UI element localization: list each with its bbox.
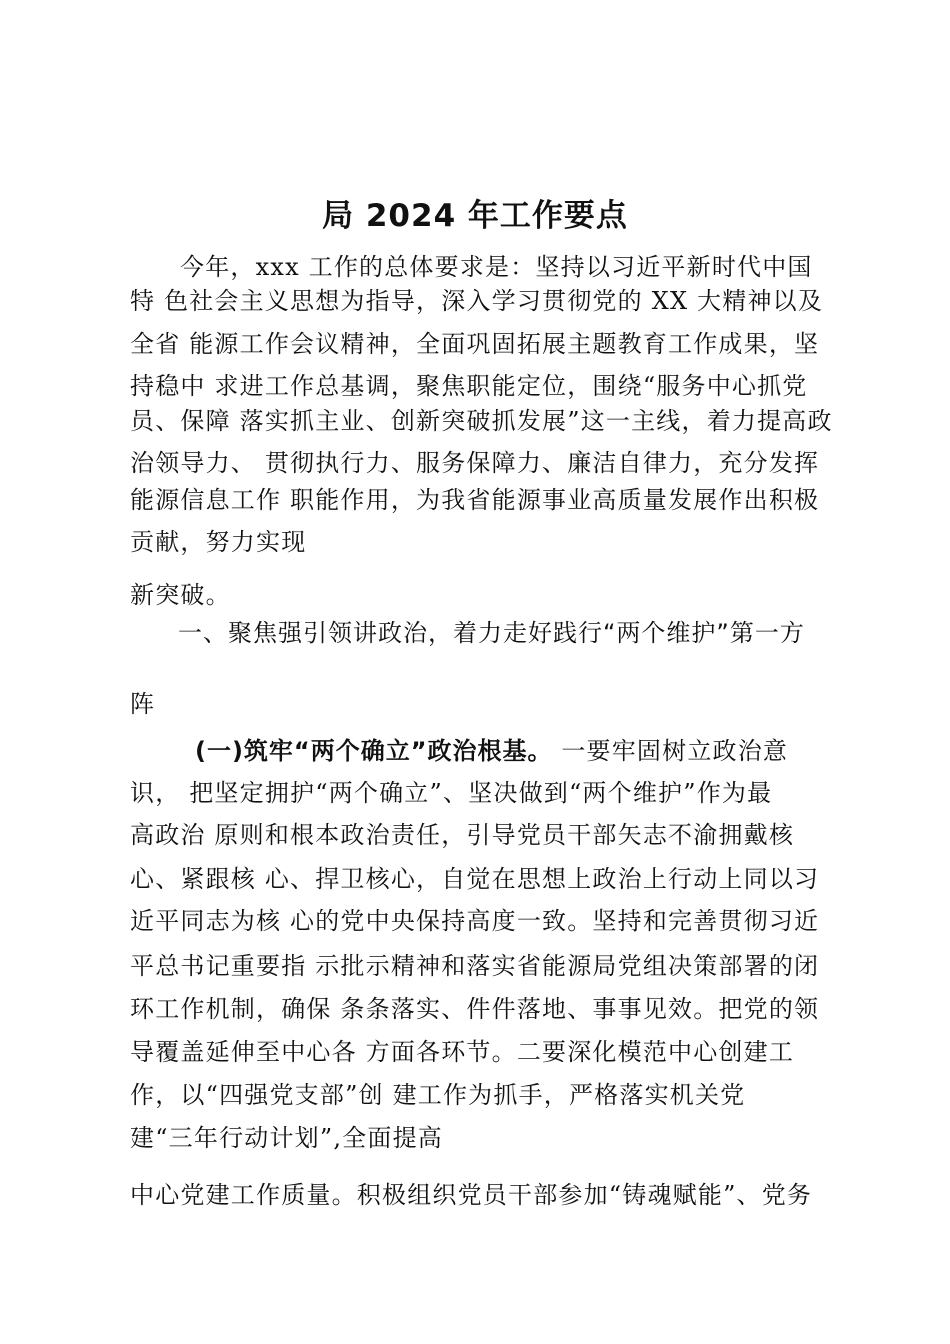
- intro-line-7: 能源信息工作 职能作用，为我省能源事业高质量发展作出积极: [130, 486, 820, 514]
- subsection-1-line-5: 近平同志为核 心的党中央保持高度一致。坚持和完善贯彻习近: [130, 907, 820, 935]
- subsection-1-line-4: 心、紧跟核 心、捍卫核心，自觉在思想上政治上行动上同以习: [130, 865, 820, 893]
- section-1-heading-line-2: 阵: [130, 690, 155, 718]
- intro-line-5: 员、保障 落实抓主业、创新突破抓发展”这一主线，着力提高政: [130, 407, 833, 435]
- subsection-1-line-2: 识， 把坚定拥护“两个确立”、坚决做到“两个维护”作为最: [130, 779, 773, 807]
- section-1-heading-line-1: 一、聚焦强引领讲政治，着力走好践行“两个维护”第一方: [178, 619, 805, 647]
- subsection-1-line-6: 平总书记重要指 示批示精神和落实省能源局党组决策部署的闭: [130, 952, 820, 980]
- subsection-1-lead: (一)筑牢“两个确立”政治根基。: [195, 737, 553, 765]
- intro-line-9: 新突破。: [130, 581, 231, 609]
- intro-line-3: 全省 能源工作会议精神，全面巩固拓展主题教育工作成果，坚: [130, 330, 820, 358]
- subsection-1-line-7: 环工作机制，确保 条条落实、件件落地、事事见效。把党的领: [130, 995, 820, 1023]
- subsection-1-first-line: [195, 736, 788, 766]
- document-title: 局 2024 年工作要点: [322, 198, 628, 234]
- subsection-1-line-8: 导覆盖延伸至中心各 方面各环节。二要深化模范中心创建工: [130, 1038, 795, 1066]
- subsection-1-first-line-text: 一要牢固树立政治意: [552, 737, 789, 765]
- intro-line-1: 今年，xxx 工作的总体要求是：坚持以习近平新时代中国: [180, 253, 813, 281]
- intro-line-6: 治领导力、 贯彻执行力、服务保障力、廉洁自律力，充分发挥: [130, 449, 820, 477]
- intro-line-2: 特 色社会主义思想为指导，深入学习贯彻党的 XX 大精神以及: [130, 287, 824, 315]
- intro-line-4: 持稳中 求进工作总基调，聚焦职能定位，围绕“服务中心抓党: [130, 372, 808, 400]
- subsection-1-line-11: 中心党建工作质量。积极组织党员干部参加“铸魂赋能”、党务: [130, 1181, 813, 1209]
- subsection-1-line-3: 高政治 原则和根本政治责任，引导党员干部矢志不渝拥戴核: [130, 821, 795, 849]
- subsection-1-line-10: 建“三年行动计划”,全面提高: [130, 1124, 443, 1152]
- subsection-1-line-9: 作，以“四强党支部”创 建工作为抓手，严格落实机关党: [130, 1081, 746, 1109]
- intro-line-8: 贡献，努力实现: [130, 528, 307, 556]
